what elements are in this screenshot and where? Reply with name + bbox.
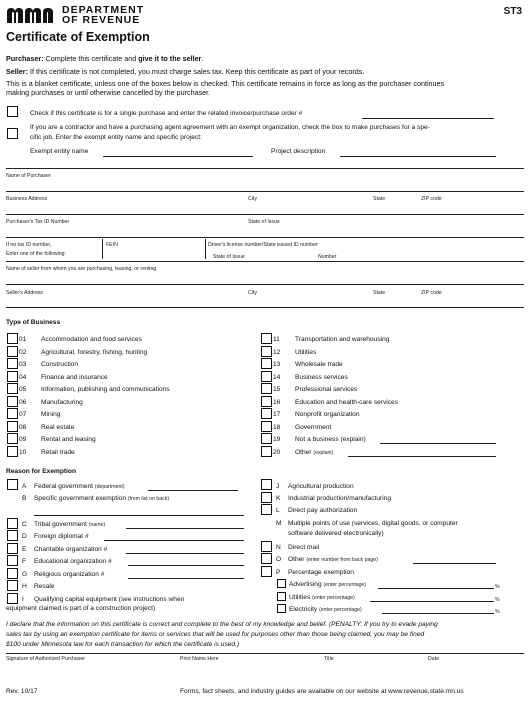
reason-o-checkbox[interactable] — [261, 553, 272, 564]
business-08-checkbox[interactable] — [7, 421, 18, 432]
tax-id-state-label: State of Issue — [248, 219, 280, 225]
reason-e-letter: E — [22, 546, 27, 553]
advertising-label: Advertising (enter percentage) — [289, 581, 367, 588]
business-07-label: Mining — [41, 411, 61, 418]
business-14-num: 14 — [273, 374, 281, 381]
reason-k-letter: K — [276, 495, 281, 502]
business-10-num: 10 — [19, 449, 27, 456]
business-18-num: 18 — [273, 424, 281, 431]
no-tax-id-label-2: Enter one of the following: — [6, 251, 66, 257]
id-number-field[interactable] — [6, 261, 524, 262]
reason-o-letter: O — [276, 556, 282, 563]
business-06-label: Manufacturing — [41, 399, 83, 406]
reason-c-checkbox[interactable] — [7, 518, 18, 529]
business-09-label: Rental and leasing — [41, 436, 96, 443]
business-13-num: 13 — [273, 361, 281, 368]
electricity-percent-sign: % — [495, 609, 500, 615]
business-address-label: Business Address — [6, 196, 48, 202]
electricity-label: Electricity (enter percentage) — [289, 606, 362, 613]
business-01-label: Accommodation and food services — [41, 336, 142, 343]
business-20-num: 20 — [273, 449, 281, 456]
reason-f-letter: F — [22, 558, 27, 565]
business-06-checkbox[interactable] — [7, 396, 18, 407]
invoice-number-field[interactable] — [362, 118, 494, 119]
reason-m-letter: M — [276, 520, 282, 527]
reason-d-checkbox[interactable] — [7, 530, 18, 541]
reason-i-label: Qualifying capital equipment (see instructions when — [34, 596, 185, 603]
seller-name-label: Name of seller from whom you are purchasing, leasing, or renting — [6, 266, 157, 272]
reason-j-letter: J — [276, 483, 280, 490]
business-14-checkbox[interactable] — [261, 371, 272, 382]
reason-d-letter: D — [22, 533, 27, 540]
city-label: City — [248, 196, 257, 202]
business-10-label: Retail trade — [41, 449, 75, 456]
business-07-checkbox[interactable] — [7, 408, 18, 419]
reason-p-checkbox[interactable] — [261, 566, 272, 577]
reason-o-field[interactable] — [413, 563, 496, 564]
reason-l-label: Direct pay authorization — [288, 507, 358, 514]
reason-j-label: Agricultural production — [288, 483, 354, 490]
business-16-num: 16 — [273, 399, 281, 406]
reason-k-label: Industrial production/manufacturing — [288, 495, 391, 502]
business-18-label: Government — [295, 424, 332, 431]
business-04-checkbox[interactable] — [7, 371, 18, 382]
reason-k-checkbox[interactable] — [261, 492, 272, 503]
advertising-percent-sign: % — [495, 584, 500, 590]
reason-p-letter: P — [276, 569, 281, 576]
reason-a-letter: A — [22, 483, 27, 490]
state-label: State — [373, 196, 386, 202]
seller-address-field[interactable] — [6, 307, 524, 308]
reason-a-label: Federal government (department) — [34, 483, 125, 490]
utilities-label: Utilities (enter percentage) — [289, 594, 355, 601]
reason-i-letter: I — [22, 596, 24, 603]
business-05-checkbox[interactable] — [7, 383, 18, 394]
business-09-checkbox[interactable] — [7, 433, 18, 444]
exempt-entity-label: Exempt entity name — [30, 148, 89, 155]
utilities-percentage-field[interactable] — [370, 601, 494, 602]
declaration-line3: $100 under Minnesota law for each transaction for which the certificate is used.) — [6, 641, 240, 648]
declaration-line1: I declare that the information on this certificate is correct and complete to the best of my knowledge and belief. (PENALTY: If you try to evade paying — [6, 621, 438, 628]
reason-a-field[interactable] — [148, 490, 238, 491]
zip-label: ZIP code — [421, 196, 442, 202]
reason-f-field[interactable] — [128, 565, 244, 566]
reason-e-label: Charitable organization # — [34, 546, 108, 553]
mn-logo-icon — [6, 6, 58, 24]
business-18-checkbox[interactable] — [261, 421, 272, 432]
reason-h-label: Resale — [34, 583, 55, 590]
business-17-checkbox[interactable] — [261, 408, 272, 419]
seller-state-label: State — [373, 290, 386, 296]
business-19-num: 19 — [273, 436, 281, 443]
reason-n-label: Direct mail — [288, 544, 320, 551]
declaration-line2: sales tax by using an exemption certificate for items or services that will be used for purposes other than those being claimed, you may be fined — [6, 631, 425, 638]
business-08-num: 08 — [19, 424, 27, 431]
advertising-checkbox[interactable] — [277, 579, 286, 588]
business-01-num: 01 — [19, 336, 27, 343]
reason-m-label: Multiple points of use (services, digital goods, or computer — [288, 520, 458, 527]
project-description-field[interactable] — [340, 156, 496, 157]
reason-p-label: Percentage exemption — [288, 569, 354, 576]
dl-state-label: State of Issue — [213, 254, 245, 260]
seller-zip-label: ZIP code — [421, 290, 442, 296]
no-tax-id-label-1: If no tax ID number, — [6, 242, 52, 248]
exempt-entity-field[interactable] — [103, 156, 253, 157]
business-14-label: Business services — [295, 374, 348, 381]
business-04-num: 04 — [19, 374, 27, 381]
reason-heading: Reason for Exemption — [6, 468, 76, 475]
business-02-checkbox[interactable] — [7, 346, 18, 357]
business-15-checkbox[interactable] — [261, 383, 272, 394]
reason-o-label: Other (enter number from back page) — [288, 556, 378, 563]
reason-h-checkbox[interactable] — [7, 580, 18, 591]
reason-g-letter: G — [22, 571, 28, 578]
reason-d-field[interactable] — [104, 540, 244, 541]
single-purchase-checkbox[interactable] — [7, 106, 18, 117]
reason-f-checkbox[interactable] — [7, 555, 18, 566]
reason-n-checkbox[interactable] — [261, 541, 272, 552]
business-20-checkbox[interactable] — [261, 446, 272, 457]
reason-c-label: Tribal government (name) — [34, 521, 106, 528]
business-20-explain-field[interactable] — [348, 456, 496, 457]
business-03-label: Construction — [41, 361, 79, 368]
reason-f-label: Educational organization # — [34, 558, 112, 565]
reason-d-label: Foreign diplomat # — [34, 533, 89, 540]
reason-e-checkbox[interactable] — [7, 543, 18, 554]
business-15-label: Professional services — [295, 386, 358, 393]
seller-instruction: Seller: If this certificate is not completed, you must charge sales tax. Keep this certificate as part of your records. — [6, 67, 365, 76]
revision-label: Rev. 10/17 — [6, 688, 38, 695]
electricity-checkbox[interactable] — [277, 604, 286, 613]
reason-n-letter: N — [276, 544, 281, 551]
business-19-label: Not a business (explain) — [295, 436, 366, 443]
business-17-num: 17 — [273, 411, 281, 418]
business-03-checkbox[interactable] — [7, 358, 18, 369]
business-09-num: 09 — [19, 436, 27, 443]
business-13-checkbox[interactable] — [261, 358, 272, 369]
form-id: ST3 — [503, 6, 522, 17]
page-title: Certificate of Exemption — [6, 30, 150, 44]
business-01-checkbox[interactable] — [7, 333, 18, 344]
project-description-label: Project description — [271, 148, 326, 155]
utilities-percent-sign: % — [495, 597, 500, 603]
signature-line[interactable] — [6, 653, 524, 654]
blanket-note-line1: This is a blanket certificate, unless one of the boxes below is checked. This certificate remains in force as long as the purchaser continues — [6, 79, 445, 88]
business-10-checkbox[interactable] — [7, 446, 18, 457]
business-06-num: 06 — [19, 399, 27, 406]
reason-g-label: Religious organization # — [34, 571, 105, 578]
business-05-label: Information, publishing and communications — [41, 386, 170, 393]
business-19-explain-field[interactable] — [380, 443, 496, 444]
business-03-num: 03 — [19, 361, 27, 368]
title-label: Title — [324, 656, 334, 662]
business-16-checkbox[interactable] — [261, 396, 272, 407]
business-11-label: Transportation and warehousing — [295, 336, 390, 343]
business-02-num: 02 — [19, 349, 27, 356]
reason-i-checkbox[interactable] — [7, 593, 18, 604]
advertising-percentage-field[interactable] — [378, 588, 494, 589]
business-12-num: 12 — [273, 349, 281, 356]
business-04-label: Finance and insurance — [41, 374, 108, 381]
business-07-num: 07 — [19, 411, 27, 418]
reason-i-label-2: equipment claimed is part of a construction project) — [6, 605, 156, 612]
contractor-checkbox[interactable] — [7, 128, 18, 139]
type-of-business-heading: Type of Business — [6, 319, 61, 326]
business-13-label: Wholesale trade — [295, 361, 343, 368]
name-of-purchaser-label: Name of Purchaser — [6, 173, 51, 179]
tax-id-label: Purchaser's Tax ID Number — [6, 219, 70, 225]
reason-g-field[interactable] — [128, 578, 244, 579]
department-name: DEPARTMENT OF REVENUE — [62, 4, 145, 26]
signature-label: Signature of Authorized Purchaser — [6, 656, 86, 662]
blanket-note-line2: making purchases or until otherwise cancelled by the purchaser. — [6, 88, 211, 97]
reason-l-checkbox[interactable] — [261, 504, 272, 515]
seller-address-label: Seller's Address — [6, 290, 44, 296]
dl-number-label: Number — [318, 254, 337, 260]
reason-j-checkbox[interactable] — [261, 479, 272, 490]
reason-l-letter: L — [276, 507, 280, 514]
date-label: Date — [428, 656, 439, 662]
business-19-checkbox[interactable] — [261, 433, 272, 444]
print-name-label: Print Name Here — [180, 656, 219, 662]
reason-c-letter: C — [22, 521, 27, 528]
business-12-checkbox[interactable] — [261, 346, 272, 357]
name-of-purchaser-field[interactable] — [6, 191, 524, 192]
business-11-checkbox[interactable] — [261, 333, 272, 344]
reason-c-field[interactable] — [126, 528, 244, 529]
reason-b-label: Specific government exemption (from list on back) — [34, 495, 170, 502]
reason-b-field[interactable] — [34, 515, 244, 516]
reason-e-field[interactable] — [126, 553, 244, 554]
seller-name-field[interactable] — [6, 284, 524, 285]
drivers-license-label: Driver's license number/State issued ID number — [208, 242, 318, 248]
business-12-label: Utilities — [295, 349, 317, 356]
reason-a-checkbox[interactable] — [7, 479, 18, 490]
contractor-label-line1: If you are a contractor and have a purchasing agent agreement with an exempt organization, check the box to make purchases for a spe- — [30, 124, 430, 131]
utilities-checkbox[interactable] — [277, 592, 286, 601]
footer-note: Forms, fact sheets, and industry guides are available on our website at www.revenue.state.mn.us — [180, 688, 464, 695]
tax-id-field[interactable] — [6, 237, 524, 238]
business-05-num: 05 — [19, 386, 27, 393]
fein-label: FEIN — [106, 242, 118, 248]
business-15-num: 15 — [273, 386, 281, 393]
reason-h-letter: H — [22, 583, 27, 590]
business-02-label: Agricultural, forestry, fishing, hunting — [41, 349, 148, 356]
contractor-label-line2: cific job. Enter the exempt entity name and specific project: — [30, 134, 202, 141]
electricity-percentage-field[interactable] — [382, 613, 494, 614]
seller-city-label: City — [248, 290, 257, 296]
purchaser-instruction: Purchaser: Complete this certificate and give it to the seller. — [6, 54, 204, 63]
business-16-label: Education and health-care services — [295, 399, 398, 406]
business-11-num: 11 — [273, 336, 280, 343]
business-17-label: Nonprofit organization — [295, 411, 360, 418]
reason-g-checkbox[interactable] — [7, 568, 18, 579]
reason-b-letter: B — [22, 495, 27, 502]
single-purchase-label: Check if this certificate is for a single purchase and enter the related invoice/purchase order # — [30, 110, 303, 117]
business-08-label: Real estate — [41, 424, 75, 431]
reason-m-label-2: software delivered electronically) — [288, 530, 384, 537]
business-20-label: Other (explain) — [295, 449, 334, 456]
business-address-field[interactable] — [6, 214, 524, 215]
